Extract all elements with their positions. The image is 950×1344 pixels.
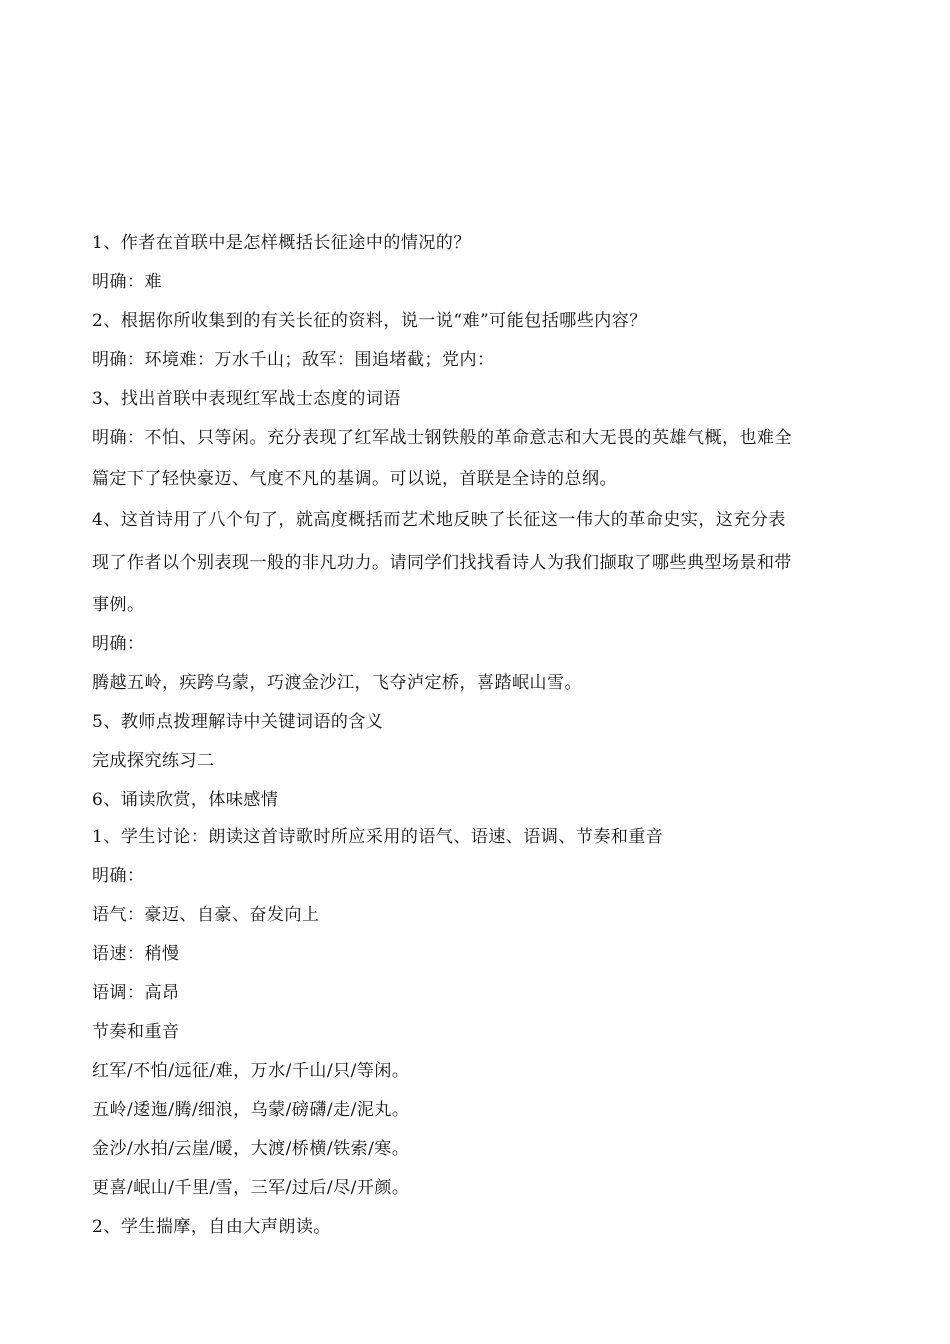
poem-line-4: 更喜/岷山/千里/雪，三军/过后/尽/开颜。 — [92, 1178, 410, 1198]
intonation: 语调：高昂 — [92, 983, 180, 1003]
answer-3-line-1: 明确：不怕、只等闲。充分表现了红军战士钢铁般的革命意志和大无畏的英雄气概，也难全 — [92, 428, 792, 448]
discussion-2: 2、学生揣摩，自由大声朗读。 — [92, 1217, 331, 1237]
tone: 语气：豪迈、自豪、奋发向上 — [92, 905, 320, 925]
answer-2: 明确：环境难：万水千山；敌军：围追堵截；党内： — [92, 350, 495, 370]
poem-line-3: 金沙/水拍/云崖/暖，大渡/桥横/铁索/寒。 — [92, 1139, 410, 1159]
answer-4-label: 明确： — [92, 634, 145, 654]
question-4-line-3: 事例。 — [92, 595, 145, 615]
step-5: 5、教师点拨理解诗中关键词语的含义 — [92, 712, 384, 732]
question-1: 1、作者在首联中是怎样概括长征途中的情况的？ — [92, 233, 471, 253]
exercise-note: 完成探究练习二 — [92, 751, 215, 771]
rhythm-heading: 节奏和重音 — [92, 1022, 180, 1042]
poem-line-2: 五岭/逶迤/腾/细浪，乌蒙/磅礴/走/泥丸。 — [92, 1100, 410, 1120]
question-4-line-2: 现了作者以个别表现一般的非凡功力。请同学们找找看诗人为我们撷取了哪些典型场景和带 — [92, 553, 792, 573]
question-2: 2、根据你所收集到的有关长征的资料，说一说“难”可能包括哪些内容？ — [92, 311, 647, 331]
answer-1: 明确：难 — [92, 272, 162, 292]
question-3: 3、找出首联中表现红军战士态度的词语 — [92, 389, 401, 409]
question-4-line-1: 4、这首诗用了八个句了，就高度概括而艺术地反映了长征这一伟大的革命史实，这充分表 — [92, 510, 786, 530]
answer-4: 腾越五岭，疾跨乌蒙，巧渡金沙江，飞夺泸定桥，喜踏岷山雪。 — [92, 673, 582, 693]
step-6: 6、诵读欣赏，体味感情 — [92, 790, 279, 810]
poem-line-1: 红军/不怕/远征/难，万水/千山/只/等闲。 — [92, 1061, 410, 1081]
answer-3-line-2: 篇定下了轻快豪迈、气度不凡的基调。可以说，首联是全诗的总纲。 — [92, 469, 617, 489]
speed: 语速：稍慢 — [92, 944, 180, 964]
answer-label: 明确： — [92, 866, 145, 886]
discussion-1: 1、学生讨论：朗读这首诗歌时所应采用的语气、语速、语调、节奏和重音 — [92, 827, 664, 847]
